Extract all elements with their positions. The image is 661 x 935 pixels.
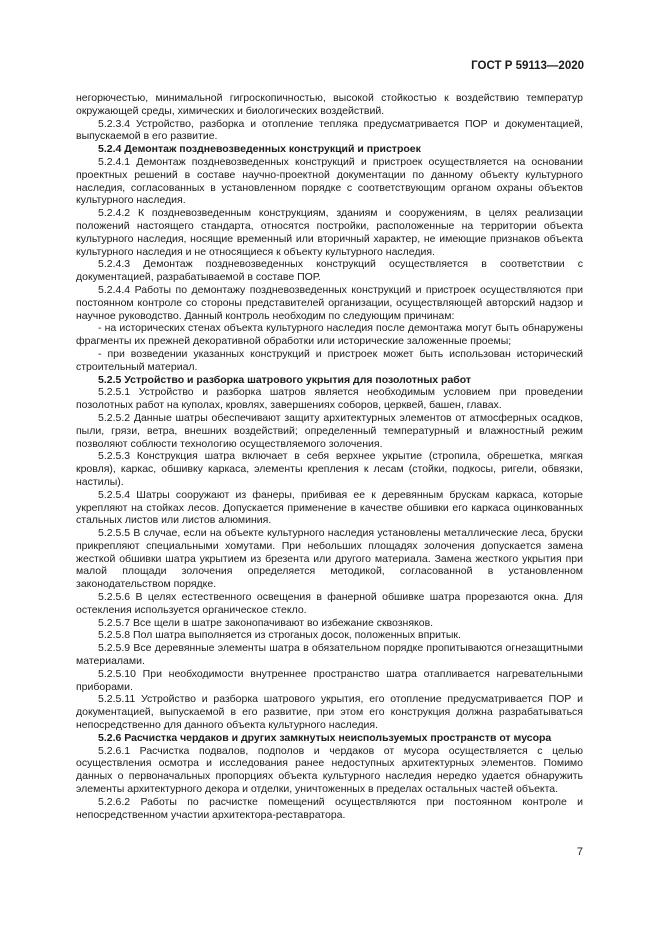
paragraph: 5.2.4.3 Демонтаж поздневозведенных конструкций осуществляется в соответствии с документацией, разрабатываемой в составе ПОР. xyxy=(76,258,583,284)
paragraph: 5.2.5.3 Конструкция шатра включает в себя верхнее укрытие (стропила, обрешетка, мягкая кровля), каркас, обшивку каркаса, элементы крепления к лесам (стойки, подкосы, ригели, обвязки, настилы). xyxy=(76,450,583,488)
section-heading: 5.2.4 Демонтаж поздневозведенных конструкций и пристроек xyxy=(98,143,421,156)
page-number: 7 xyxy=(576,846,583,858)
paragraph: 5.2.5.11 Устройство и разборка шатрового укрытия, его отопление предусматривается ПОР и документацией, выпускаемой в его развитие, при этом его конструкция должна разрабатываться непосредственно для данного объекта культурного наследия. xyxy=(76,693,583,732)
paragraph: - на исторических стенах объекта культурного наследия после демонтажа могут быть обнаружены фрагменты их прежней декоративной обработки или исторические заложенные проемы; xyxy=(76,322,583,348)
paragraph: 5.2.3.4 Устройство, разборка и отопление тепляка предусматривается ПОР и документацией, выпускаемой в его развитие. xyxy=(76,117,583,143)
document-header: ГОСТ Р 59113—2020 xyxy=(471,60,584,72)
paragraph: - при возведении указанных конструкций и пристроек может быть использован исторический строительный материал. xyxy=(76,347,583,373)
paragraph: 5.2.5.2 Данные шатры обеспечивают защиту архитектурных элементов от атмосферных осадков, пыли, грязи, ветра, внешних воздействий; определенный температурный и влажностный режим позволяют соблюсти технологию осуществляемого золочения. xyxy=(76,411,583,450)
paragraph: негорючестью, минимальной гигроскопичностью, высокой стойкостью к воздействию температур окружающей среды, химических и биологических воздействий. xyxy=(76,92,583,117)
paragraph: 5.2.4.2 К поздневозведенным конструкциям, зданиям и сооружениям, в целях реализации положений настоящего стандарта, относятся постройки, расположенные на территории объекта культурного наследия, носящие временный или вторичный характер, не имеющие признаков объекта культурного наследия и не относящиеся к объекту культурного наследия. xyxy=(76,207,583,258)
paragraph: 5.2.5.10 При необходимости внутреннее пространство шатра отапливается нагревательными приборами. xyxy=(76,667,583,693)
section-heading: 5.2.6 Расчистка чердаков и других замкнутых неиспользуемых пространств от мусора xyxy=(98,731,552,744)
section-heading: 5.2.5 Устройство и разборка шатрового укрытия для позолотных работ xyxy=(98,373,472,386)
paragraph: 5.2.6.1 Расчистка подвалов, подполов и чердаков от мусора осуществляется с целью осуществления осмотра и исследования ранее недоступных архитектурных элементов. Помимо данных о первоначальных пропорциях объекта культурного наследия нередко удается обнаружить элементы архитектурного декора и отделки, уничтоженных в пределах остальных частей объекта. xyxy=(76,744,583,796)
document-body xyxy=(76,92,583,821)
paragraph: 5.2.5.8 Пол шатра выполняется из строганых досок, положенных впритык. xyxy=(98,629,461,642)
paragraph: 5.2.5.4 Шатры сооружают из фанеры, прибивая ее к деревянным брускам каркаса, которые укрепляют на стойках лесов. Допускается применение в качестве обшивки его каркаса оцинкованных стальных листов или листов алюминия. xyxy=(76,488,583,527)
paragraph: 5.2.5.1 Устройство и разборка шатров является необходимым условием при проведении позолотных работ на куполах, кровлях, завершениях соборов, церквей, башен, главах. xyxy=(76,386,583,412)
paragraph: 5.2.4.1 Демонтаж поздневозведенных конструкций и пристроек осуществляется на основании проектных решений в составе научно-проектной документации по данному объекту культурного наследия, согласованных в установленном порядке с соответствующим органом охраны объектов культурного наследия. xyxy=(76,155,583,207)
paragraph: 5.2.5.9 Все деревянные элементы шатра в обязательном порядке пропитываются огнезащитными материалами. xyxy=(76,642,583,668)
paragraph: 5.2.5.5 В случае, если на объекте культурного наследия установлены металлические леса, бруски прикрепляют специальными хомутами. При небольших площадях золочения допускается замена жесткой обшивки шатра укрытием из брезента или другого материала. Замена жесткого укрытия при малой площади золочения определяется методикой, согласованной в установленном законодательством порядке. xyxy=(76,527,583,591)
paragraph: 5.2.4.4 Работы по демонтажу поздневозведенных конструкций и пристроек осуществляются при постоянном контроле со стороны представителей организации, осуществляющей авторский надзор и научное руководство. Данный контроль необходим по следующим причинам: xyxy=(76,283,583,322)
paragraph: 5.2.5.6 В целях естественного освещения в фанерной обшивке шатра прорезаются окна. Для остекления используется органическое стекло. xyxy=(76,591,583,616)
paragraph: 5.2.5.7 Все щели в шатре законопачивают во избежание сквозняков. xyxy=(98,616,434,629)
paragraph: 5.2.6.2 Работы по расчистке помещений осуществляются при постоянном контроле и непосредственном участии архитектора-реставратора. xyxy=(76,795,583,821)
